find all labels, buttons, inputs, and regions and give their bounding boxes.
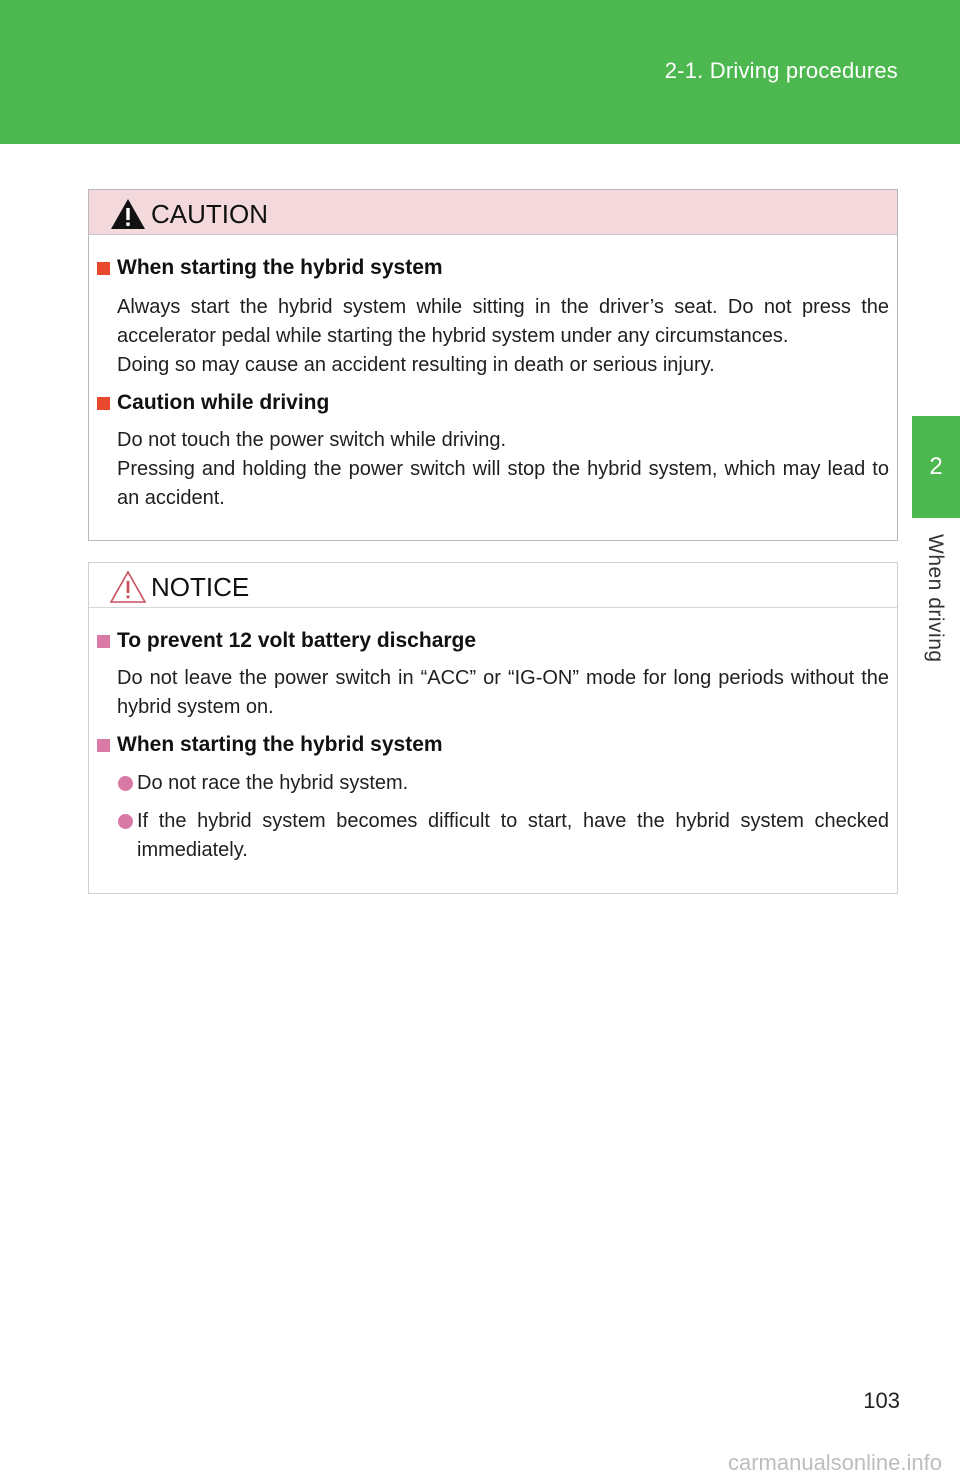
watermark: carmanualsonline.info <box>727 1450 942 1475</box>
notice-paragraph: Do not leave the power switch in “ACC” or “IG-ON” mode for long periods without the hybrid system on. <box>117 667 889 718</box>
caution-title: CAUTION <box>151 199 268 229</box>
chapter-tab[interactable] <box>912 416 960 518</box>
caution-paragraph: Always start the hybrid system while sitting in the driver’s seat. Do not press the accelerator pedal while starting the hybrid system under any circumstances. <box>117 296 889 347</box>
notice-header <box>89 563 897 608</box>
square-bullet-icon <box>97 739 110 752</box>
square-bullet-icon <box>97 262 110 275</box>
caution-box <box>88 189 898 541</box>
notice-heading-battery: To prevent 12 volt battery discharge <box>97 626 889 656</box>
chapter-label: When driving <box>924 534 947 663</box>
square-bullet-icon <box>97 397 110 410</box>
warning-outline-icon <box>109 570 147 604</box>
notice-title: NOTICE <box>151 572 250 602</box>
notice-box <box>88 562 898 894</box>
warning-filled-icon <box>109 197 147 231</box>
page-header <box>0 0 960 144</box>
caution-header <box>89 190 897 235</box>
notice-bullet: If the hybrid system becomes difficult to start, have the hybrid system checked immediately. <box>97 807 889 865</box>
section-title: 2-1. Driving procedures <box>664 58 898 83</box>
caution-heading-starting: When starting the hybrid system <box>97 253 889 283</box>
circle-bullet-icon <box>118 814 133 829</box>
square-bullet-icon <box>97 635 110 648</box>
caution-paragraph: Do not touch the power switch while driving. <box>117 429 507 451</box>
caution-paragraph: Doing so may cause an accident resulting in death or serious injury. <box>117 354 715 376</box>
page-number: 103 <box>863 1388 900 1413</box>
chapter-number: 2 <box>929 453 943 480</box>
circle-bullet-icon <box>118 776 133 791</box>
caution-heading-driving: Caution while driving <box>97 388 889 418</box>
caution-paragraph: Pressing and holding the power switch will stop the hybrid system, which may lead to an accident. <box>117 458 889 509</box>
notice-heading-starting: When starting the hybrid system <box>97 730 889 760</box>
notice-bullet: Do not race the hybrid system. <box>97 769 889 798</box>
